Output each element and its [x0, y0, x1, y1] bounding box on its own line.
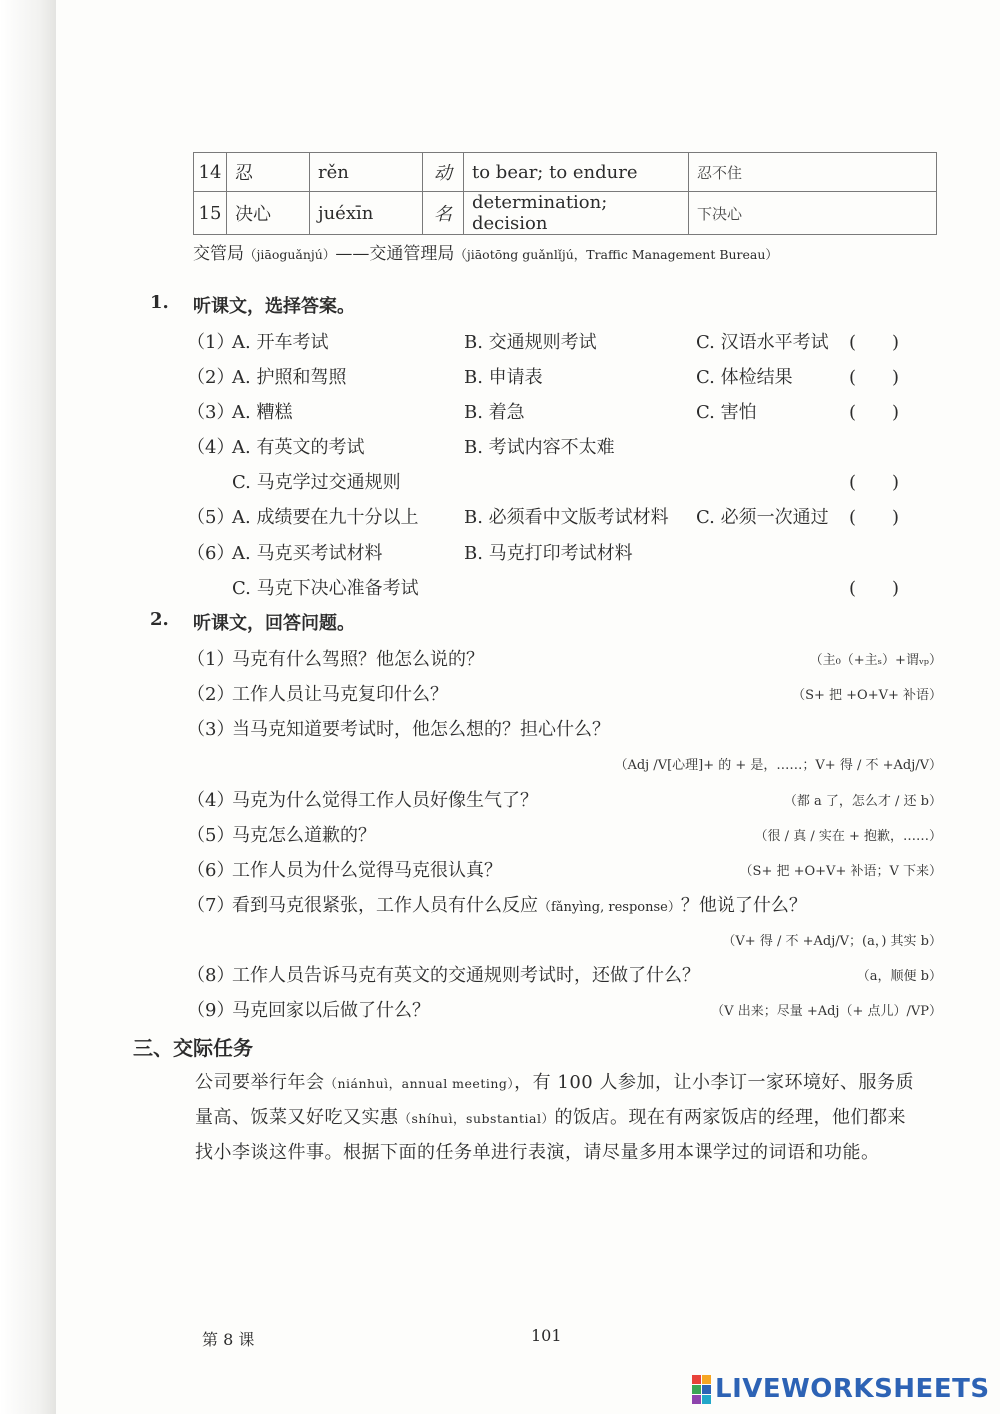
note-full-term: 交通管理局 [369, 244, 455, 264]
question-label: （4） [187, 790, 235, 811]
task-paragraph-line [195, 1103, 906, 1129]
option-c: C. 汉语水平考试 [696, 332, 829, 353]
option-b: B. 着急 [464, 402, 525, 423]
answer-blank[interactable]: ( ) [849, 367, 900, 388]
vocab-pinyin: juéxīn [310, 192, 423, 235]
question-label: （5） [187, 825, 235, 846]
option-a: A. 护照和驾照 [232, 367, 347, 388]
option-b: B. 考试内容不太难 [464, 437, 615, 458]
task-paragraph-line [195, 1068, 914, 1094]
question-label: （6） [187, 543, 235, 564]
question-label: （6） [187, 860, 235, 881]
page-number: 101 [531, 1326, 562, 1345]
question-text: 马克怎么道歉的？ [232, 825, 376, 846]
exercise-2-number: 2. [150, 609, 169, 630]
question-text: 马克回家以后做了什么？ [232, 1000, 430, 1021]
vocab-example: 下决心 [689, 192, 937, 235]
pinyin-gloss: （fǎnyìng, response） [538, 900, 681, 915]
question-text-part: ？他说了什么？ [680, 895, 807, 916]
question-text: 当马克知道要考试时，他怎么想的？担心什么？ [232, 719, 610, 740]
task-paragraph-line: 找小李谈这件事。根据下面的任务单进行表演，请尽量多用本课学过的词语和功能。 [195, 1142, 880, 1163]
answer-blank[interactable]: ( ) [849, 507, 900, 528]
grammar-hint: （V 出来；尽量 +Adj（+ 点儿）/VP） [711, 1004, 942, 1019]
exercise-2-title: 听课文，回答问题。 [193, 613, 355, 634]
question-label: （3） [187, 402, 235, 423]
grammar-hint: （都 a 了，怎么才 / 还 b） [783, 794, 942, 809]
option-c: C. 马克下决心准备考试 [232, 578, 419, 599]
answer-blank[interactable]: ( ) [849, 472, 900, 493]
exercise-1-title: 听课文，选择答案。 [193, 296, 355, 317]
paragraph-text: 的饭店。现在有两家饭店的经理，他们都来 [554, 1107, 906, 1128]
vocab-number: 15 [194, 192, 227, 235]
grammar-hint: （a，顺便 b） [856, 969, 942, 984]
option-a: A. 糟糕 [232, 402, 293, 423]
question-label: （2） [187, 367, 235, 388]
logo-grid-icon [692, 1375, 711, 1404]
question-text: 工作人员让马克复印什么？ [232, 684, 448, 705]
question-label: （4） [187, 437, 235, 458]
section-title: 三、交际任务 [133, 1036, 253, 1060]
vocab-chinese: 忍 [227, 153, 310, 192]
answer-blank[interactable]: ( ) [849, 578, 900, 599]
question-label: （1） [187, 332, 235, 353]
question-label: （3） [187, 719, 235, 740]
note-full-pinyin: （jiāotōng guǎnlǐjú，Traffic Management Bureau） [454, 247, 778, 262]
vocab-english: to bear; to endure [464, 153, 689, 192]
paragraph-text: 量高、饭菜又好吃又实惠 [195, 1107, 399, 1128]
option-a: A. 成绩要在九十分以上 [232, 507, 419, 528]
question-text: 马克有什么驾照？他怎么说的？ [232, 649, 484, 670]
vocab-english: determination; decision [464, 192, 689, 235]
option-c: C. 害怕 [696, 402, 757, 423]
question-text: 马克为什么觉得工作人员好像生气了？ [232, 790, 538, 811]
grammar-hint: （S+ 把 +O+V+ 补语；V 下来） [739, 864, 942, 879]
question-label: （9） [187, 1000, 235, 1021]
question-text: 工作人员为什么觉得马克很认真？ [232, 860, 502, 881]
option-b: B. 必须看中文版考试材料 [464, 507, 669, 528]
exercise-1-number: 1. [150, 292, 169, 313]
grammar-hint: （S+ 把 +O+V+ 补语） [792, 688, 942, 703]
liveworksheets-logo [692, 1374, 990, 1404]
vocabulary-table [193, 152, 937, 235]
question-label: （2） [187, 684, 235, 705]
paragraph-text: 公司要举行年会 [195, 1072, 325, 1093]
vocab-pinyin: rěn [310, 153, 423, 192]
grammar-hint: （Adj /V[心理]+ 的 + 是，……；V+ 得 / 不 +Adj/V） [614, 758, 942, 773]
option-b: B. 马克打印考试材料 [464, 543, 633, 564]
grammar-hint: （很 / 真 / 实在 + 抱歉，……） [754, 829, 942, 844]
option-a: A. 马克买考试材料 [232, 543, 383, 564]
question-label: （7） [187, 895, 235, 916]
option-c: C. 必须一次通过 [696, 507, 829, 528]
page-left-edge [0, 0, 56, 1414]
vocab-example: 忍不住 [689, 153, 937, 192]
pinyin-gloss: （niánhuì，annual meeting） [324, 1076, 515, 1091]
table-row [194, 192, 937, 235]
lesson-label: 第 8 课 [202, 1330, 255, 1349]
option-b: B. 交通规则考试 [464, 332, 597, 353]
question-text: 工作人员告诉马克有英文的交通规则考试时，还做了什么？ [232, 965, 700, 986]
option-a: A. 开车考试 [232, 332, 329, 353]
question-label: （1） [187, 649, 235, 670]
vocab-part-of-speech: 名 [423, 192, 464, 235]
note-term-pinyin: （jiāoguǎnjú） [244, 247, 336, 262]
grammar-hint: （V+ 得 / 不 +Adj/V；(a，) 其实 b） [722, 934, 942, 949]
answer-blank[interactable]: ( ) [849, 332, 900, 353]
logo-text: LIVEWORKSHEETS [715, 1374, 990, 1404]
vocab-chinese: 决心 [227, 192, 310, 235]
option-b: B. 申请表 [464, 367, 543, 388]
answer-blank[interactable]: ( ) [849, 402, 900, 423]
grammar-hint: （主₀（+主ₛ）+谓ᵥₚ） [809, 653, 942, 668]
question-text-part: 看到马克很紧张，工作人员有什么反应 [232, 895, 538, 916]
pinyin-gloss: （shíhuì，substantial） [398, 1111, 555, 1126]
abbreviation-note [193, 239, 778, 264]
option-c: C. 体检结果 [696, 367, 793, 388]
note-term: 交管局 [193, 244, 244, 264]
paragraph-text: ，有 100 人参加，让小李订一家环境好、服务质 [514, 1072, 914, 1093]
question-label: （5） [187, 507, 235, 528]
option-c: C. 马克学过交通规则 [232, 472, 401, 493]
table-row [194, 153, 937, 192]
option-a: A. 有英文的考试 [232, 437, 365, 458]
question-text [232, 891, 807, 917]
note-dash: —— [335, 244, 370, 264]
vocab-number: 14 [194, 153, 227, 192]
vocab-part-of-speech: 动 [423, 153, 464, 192]
question-label: （8） [187, 965, 235, 986]
